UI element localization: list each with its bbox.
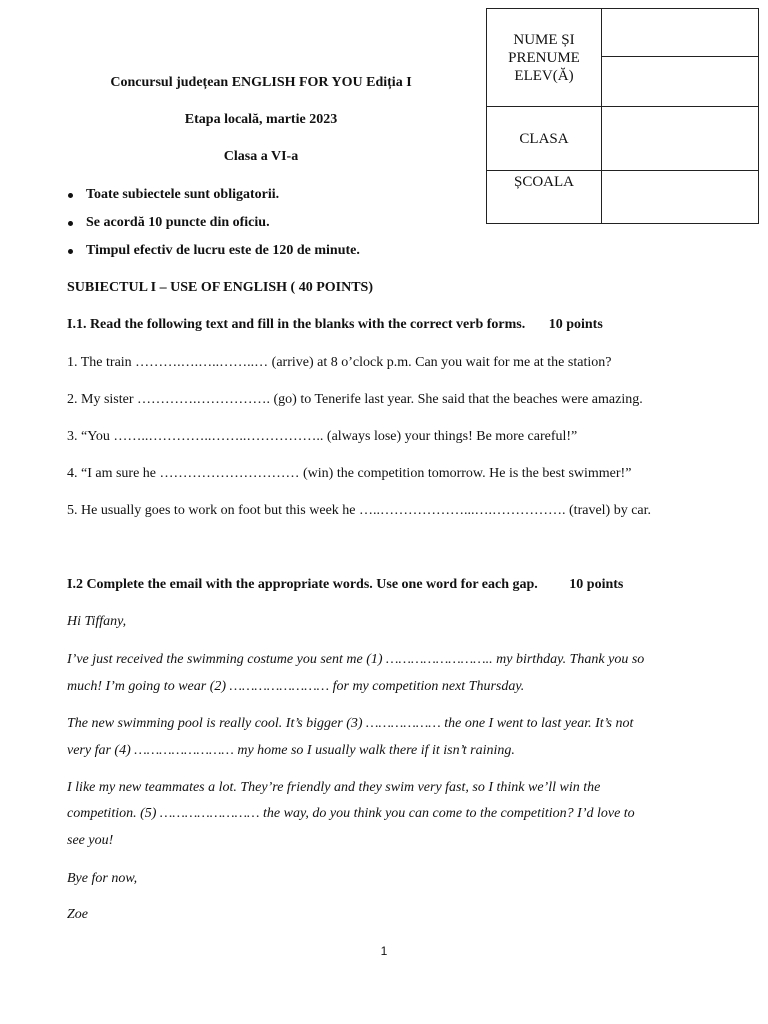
email-greeting: Hi Tiffany, [67, 614, 127, 629]
name-field-1[interactable] [602, 9, 759, 57]
email-closing: Bye for now, [67, 871, 138, 886]
rule-item: Toate subiectele sunt obligatorii. [86, 187, 280, 202]
exercise-1-item: 1. The train ……….….…..……..… (arrive) at 8 o’clock p.m. Can you wait for me at the station? [67, 355, 612, 370]
email-line: The new swimming pool is really cool. It’s bigger (3) ……………… the one I went to last year. It’s not [67, 716, 634, 731]
exercise-1-item: 5. He usually goes to work on foot but this week he …..………………...….……………. (travel) by car. [67, 503, 652, 518]
student-id-table [486, 8, 759, 224]
name-field-2[interactable] [602, 57, 759, 107]
email-line: see you! [67, 833, 114, 848]
contest-grade: Clasa a VI-a [223, 149, 299, 164]
rule-item: Se acordă 10 puncte din oficiu. [86, 215, 270, 230]
contest-stage: Etapa locală, martie 2023 [184, 112, 338, 127]
exercise-1-item: 4. “I am sure he ………………………… (win) the competition tomorrow. He is the best swimmer!” [67, 466, 632, 481]
exercise-1-heading [67, 317, 603, 333]
email-line: I like my new teammates a lot. They’re friendly and they swim very fast, so I think we’ll win the [67, 780, 601, 795]
email-line: I’ve just received the swimming costume you sent me (1) …………………….. my birthday. Thank you so [67, 652, 645, 667]
class-field[interactable] [602, 107, 759, 171]
exercise-2-heading [67, 577, 623, 593]
subject-title: SUBIECTUL I – USE OF ENGLISH ( 40 POINTS) [67, 280, 373, 295]
exercise-1-points: 10 points [548, 317, 603, 332]
school-field[interactable] [602, 171, 759, 224]
page-number: 1 [380, 944, 388, 958]
email-line: competition. (5) …………………… the way, do you think you can come to the competition? I’d love to [67, 806, 635, 821]
contest-title: Concursul județean ENGLISH FOR YOU Ediția I [110, 75, 412, 90]
rule-item: Timpul efectiv de lucru este de 120 de minute. [86, 243, 360, 258]
exercise-1-title: I.1. Read the following text and fill in the blanks with the correct verb forms. [67, 317, 526, 332]
exercise-1-item: 2. My sister ………….……………. (go) to Tenerife last year. She said that the beaches were amazing. [67, 392, 643, 407]
email-line: very far (4) …………………… my home so I usually walk there if it isn’t raining. [67, 743, 515, 758]
class-label: CLASA [487, 107, 602, 171]
exercise-2-points: 10 points [569, 577, 624, 592]
name-label: NUME ȘI PRENUME ELEV(Ă) [487, 9, 602, 107]
email-line: much! I’m going to wear (2) …………………… for my competition next Thursday. [67, 679, 525, 694]
school-label: ȘCOALA [487, 171, 602, 224]
exercise-2-title: I.2 Complete the email with the appropriate words. Use one word for each gap. [67, 577, 538, 592]
email-signature: Zoe [67, 907, 88, 922]
exercise-1-item: 3. “You ……..…………..……..…………….. (always lose) your things! Be more careful!” [67, 429, 578, 444]
